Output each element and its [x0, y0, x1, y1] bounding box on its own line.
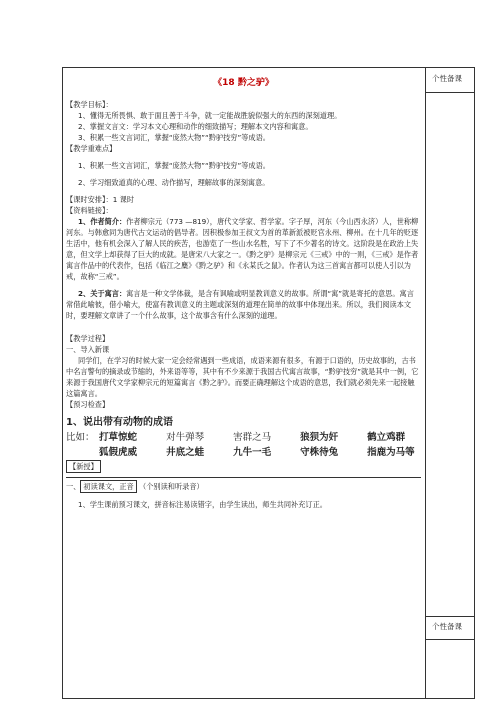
main-content: [66, 72, 421, 510]
intro-paragraph: 同学们，在学习的时候大家一定会经常遇到一些成语，成语来源有很多，有源于口语的，历史故事的，古书中名言警句的摘录或节缩的，外来语等等，其中有不少来源于我国古代寓言故事，“黔驴技穷”就是其中一例，它来源于我国唐代文学家柳宗元的短篇寓言《黔之驴》。而要正确理解这个成语的意思，我们就必须先来一起接触这篇寓言。: [66, 356, 419, 398]
idiom: 鹤立鸡群: [367, 432, 406, 443]
idiom: 九牛一毛: [233, 447, 272, 458]
keypoint-item-2: 2、学习细致道真的心理、动作描写，理解故事的深刻寓意。: [78, 178, 270, 187]
read-box: 初读课文，正音: [80, 480, 136, 493]
idiom-task: 1、说出带有动物的成语: [66, 417, 173, 428]
goal-item-3: 3、积累一些文言词汇，掌握“庞然大物”“黔驴技穷”等成语。: [78, 133, 270, 142]
section-intro-heading: 一、导入新课: [66, 345, 110, 354]
divider-line: [66, 477, 421, 478]
idiom: 井底之蛙: [166, 447, 205, 458]
new-lesson-heading: [66, 460, 421, 473]
process-heading: 【教学过程】: [66, 334, 110, 343]
idiom: 狼狈为奸: [300, 432, 339, 443]
author-text: 作者柳宗元（773 —819），唐代文学家、哲学家。字子厚，河东（今山西永济）人，世称柳河东。与韩愈同为唐代古文运动的倡导者。因积极参加王叔文为首的革新派被贬官永州、柳州。在十几年的贬逐生活中，他有机会深入了解人民的疾苦，也游览了一些山水名胜，写下了不少著名的诗文。这阶段是在政治上失意，但文学上却获得了巨大的成就。是唐宋八大家之一。《黔之驴》是柳宗元《三戒》中的一则，《三戒》是作者寓言作品中的代表作，包括《临江之麋》《黔之驴》和《永某氏之鼠》。作者认为这三首寓言都可以使人引以为戒，故称“三戒”。: [66, 217, 419, 281]
fable-label: 2、关于寓言：: [78, 289, 127, 298]
read-prefix: 一、: [66, 482, 81, 491]
fable-intro: [66, 288, 421, 321]
lesson-title: 《18 黔之驴》: [213, 78, 274, 88]
idiom: 害群之马: [233, 432, 272, 443]
schedule: 【课时安排】：1 课时: [66, 195, 134, 204]
resources-heading: 【资料链接】：: [66, 206, 113, 215]
goal-item-1: 1、懂得无所畏惧、敢于面且善于斗争，就一定能战胜貌似强大的东西的深刻道理。: [78, 111, 342, 120]
side-label-top: 个性备课: [432, 74, 462, 83]
keypoint-item-1: 1、积累一些文言词汇，掌握“庞然大物”“黔驴技穷”等成语。: [78, 161, 270, 170]
preview-heading: 【预习检查】: [66, 400, 110, 409]
idiom: 狐假虎威: [99, 447, 138, 458]
idiom: 打草惊蛇: [99, 432, 138, 443]
idiom-examples: [66, 430, 421, 460]
side-label-bottom: 个性备课: [432, 622, 462, 631]
fable-text: 寓言是一种文学体裁，是含有讽喻或明显教训意义的故事。所谓“寓”就是寄托的意思。寓言常借此喻彼，借小喻大，使富有教训意义的主题或深刻的道理在简单的故事中体现出来。所以，我们阅读本文时，要理解文章讲了一个什么故事，这个故事含有什么深刻的道理。: [66, 289, 414, 320]
new-lesson-box: 【新授】: [66, 460, 101, 473]
goal-item-2: 2、掌握文言文：学习本文心理和动作的细致描写；理解本文内容和寓意。: [78, 122, 313, 131]
read-step-1: 1、学生课前预习课文，拼音标注易读错字，由学生读出，师生共同补充订正。: [78, 500, 327, 509]
goals-heading: 【教学目标】：: [66, 100, 113, 109]
example-label: 比如：: [66, 432, 95, 443]
idiom: 守株待兔: [300, 447, 339, 458]
author-intro: [66, 216, 421, 282]
read-note: （个别读和听录音）: [139, 482, 204, 491]
column-divider: [425, 67, 426, 699]
keypoints-heading: 【教学重难点】: [66, 144, 117, 153]
author-label: 1、作者简介：: [78, 217, 127, 226]
idiom: 对牛弹琴: [166, 432, 205, 443]
idiom: 指鹿为马等: [367, 447, 415, 458]
read-step-heading: [66, 480, 421, 493]
